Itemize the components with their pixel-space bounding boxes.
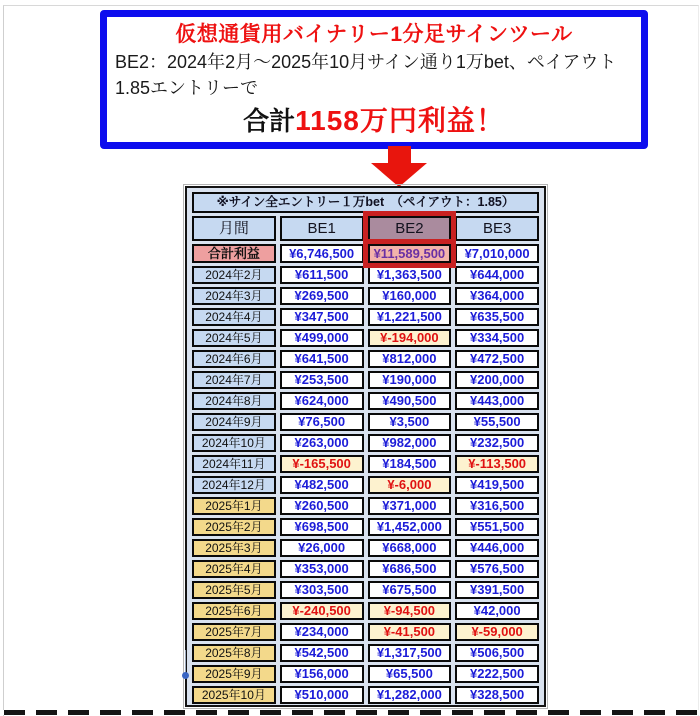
total-be1: ¥6,746,500 bbox=[280, 244, 364, 263]
value-cell-be3: ¥551,500 bbox=[455, 518, 539, 536]
value-cell-be1: ¥260,500 bbox=[280, 497, 364, 515]
month-row bbox=[192, 686, 539, 704]
value-cell-be2: ¥160,000 bbox=[368, 287, 452, 305]
month-row bbox=[192, 476, 539, 494]
value-cell-be2: ¥1,221,500 bbox=[368, 308, 452, 326]
month-row bbox=[192, 434, 539, 452]
month-label: 2025年1月 bbox=[192, 497, 276, 515]
value-cell-be2: ¥-41,500 bbox=[368, 623, 452, 641]
value-cell-be3: ¥222,500 bbox=[455, 665, 539, 683]
selection-handle-dot bbox=[182, 672, 189, 679]
month-label: 2024年7月 bbox=[192, 371, 276, 389]
value-cell-be2: ¥982,000 bbox=[368, 434, 452, 452]
value-cell-be1: ¥624,000 bbox=[280, 392, 364, 410]
value-cell-be3: ¥472,500 bbox=[455, 350, 539, 368]
value-cell-be1: ¥542,500 bbox=[280, 644, 364, 662]
value-cell-be2: ¥-6,000 bbox=[368, 476, 452, 494]
value-cell-be1: ¥482,500 bbox=[280, 476, 364, 494]
promo-description: BE2：2024年2月～2025年10月サイン通り1万bet、ペイアウト1.85エントリーで bbox=[115, 52, 617, 98]
column-header-be1: BE1 bbox=[280, 216, 364, 241]
value-cell-be1: ¥698,500 bbox=[280, 518, 364, 536]
results-table bbox=[188, 189, 543, 707]
value-cell-be2: ¥1,363,500 bbox=[368, 266, 452, 284]
month-row bbox=[192, 560, 539, 578]
value-cell-be1: ¥-165,500 bbox=[280, 455, 364, 473]
value-cell-be1: ¥641,500 bbox=[280, 350, 364, 368]
value-cell-be1: ¥353,000 bbox=[280, 560, 364, 578]
value-cell-be2: ¥371,000 bbox=[368, 497, 452, 515]
value-cell-be3: ¥200,000 bbox=[455, 371, 539, 389]
value-cell-be3: ¥443,000 bbox=[455, 392, 539, 410]
value-cell-be3: ¥328,500 bbox=[455, 686, 539, 704]
value-cell-be1: ¥26,000 bbox=[280, 539, 364, 557]
month-row bbox=[192, 518, 539, 536]
value-cell-be3: ¥419,500 bbox=[455, 476, 539, 494]
month-label: 2024年12月 bbox=[192, 476, 276, 494]
value-cell-be3: ¥635,500 bbox=[455, 308, 539, 326]
value-cell-be3: ¥-113,500 bbox=[455, 455, 539, 473]
value-cell-be1: ¥156,000 bbox=[280, 665, 364, 683]
month-row bbox=[192, 413, 539, 431]
value-cell-be2: ¥184,500 bbox=[368, 455, 452, 473]
month-row bbox=[192, 644, 539, 662]
value-cell-be1: ¥269,500 bbox=[280, 287, 364, 305]
month-label: 2025年6月 bbox=[192, 602, 276, 620]
promo-callout-box bbox=[100, 10, 648, 149]
total-be3: ¥7,010,000 bbox=[455, 244, 539, 263]
value-cell-be1: ¥76,500 bbox=[280, 413, 364, 431]
value-cell-be3: ¥316,500 bbox=[455, 497, 539, 515]
value-cell-be3: ¥391,500 bbox=[455, 581, 539, 599]
cropped-next-table-edge bbox=[0, 710, 700, 715]
value-cell-be1: ¥510,000 bbox=[280, 686, 364, 704]
value-cell-be3: ¥364,000 bbox=[455, 287, 539, 305]
month-row bbox=[192, 455, 539, 473]
value-cell-be2: ¥65,500 bbox=[368, 665, 452, 683]
promo-title: 仮想通貨用バイナリー1分足サインツール bbox=[175, 23, 573, 46]
value-cell-be1: ¥253,500 bbox=[280, 371, 364, 389]
total-row-label: 合計利益 bbox=[192, 244, 276, 263]
month-row bbox=[192, 623, 539, 641]
down-arrow-head-icon bbox=[371, 163, 427, 187]
value-cell-be3: ¥644,000 bbox=[455, 266, 539, 284]
caption-row bbox=[192, 192, 539, 213]
month-row bbox=[192, 497, 539, 515]
month-label: 2025年7月 bbox=[192, 623, 276, 641]
month-row bbox=[192, 602, 539, 620]
promo-summary-highlight: 1158万円利益！ bbox=[295, 105, 505, 136]
value-cell-be2: ¥812,000 bbox=[368, 350, 452, 368]
month-label: 2025年8月 bbox=[192, 644, 276, 662]
month-label: 2025年3月 bbox=[192, 539, 276, 557]
table-caption: ※サイン全エントリー１万bet （ペイアウト：1.85） bbox=[192, 192, 539, 213]
column-header-month: 月間 bbox=[192, 216, 276, 241]
value-cell-be3: ¥334,500 bbox=[455, 329, 539, 347]
value-cell-be2: ¥-94,500 bbox=[368, 602, 452, 620]
value-cell-be1: ¥347,500 bbox=[280, 308, 364, 326]
month-label: 2024年8月 bbox=[192, 392, 276, 410]
value-cell-be1: ¥234,000 bbox=[280, 623, 364, 641]
value-cell-be1: ¥611,500 bbox=[280, 266, 364, 284]
month-row bbox=[192, 392, 539, 410]
header-row bbox=[192, 216, 539, 241]
value-cell-be2: ¥490,500 bbox=[368, 392, 452, 410]
value-cell-be2: ¥190,000 bbox=[368, 371, 452, 389]
value-cell-be3: ¥-59,000 bbox=[455, 623, 539, 641]
month-label: 2024年10月 bbox=[192, 434, 276, 452]
month-row bbox=[192, 539, 539, 557]
month-label: 2025年10月 bbox=[192, 686, 276, 704]
month-label: 2024年4月 bbox=[192, 308, 276, 326]
value-cell-be3: ¥55,500 bbox=[455, 413, 539, 431]
value-cell-be2: ¥686,500 bbox=[368, 560, 452, 578]
value-cell-be1: ¥303,500 bbox=[280, 581, 364, 599]
month-row bbox=[192, 266, 539, 284]
month-row bbox=[192, 329, 539, 347]
value-cell-be2: ¥668,000 bbox=[368, 539, 452, 557]
month-row bbox=[192, 350, 539, 368]
value-cell-be3: ¥506,500 bbox=[455, 644, 539, 662]
column-header-be2-highlighted: BE2 bbox=[368, 216, 452, 241]
value-cell-be3: ¥42,000 bbox=[455, 602, 539, 620]
value-cell-be2: ¥675,500 bbox=[368, 581, 452, 599]
selection-line-artifact bbox=[185, 650, 186, 674]
value-cell-be2: ¥1,452,000 bbox=[368, 518, 452, 536]
total-row bbox=[192, 244, 539, 263]
value-cell-be2: ¥-194,000 bbox=[368, 329, 452, 347]
value-cell-be2: ¥1,282,000 bbox=[368, 686, 452, 704]
month-label: 2024年11月 bbox=[192, 455, 276, 473]
results-table-panel bbox=[185, 186, 546, 707]
promo-summary bbox=[115, 102, 633, 144]
promo-summary-prefix: 合計 bbox=[243, 106, 296, 136]
value-cell-be3: ¥232,500 bbox=[455, 434, 539, 452]
down-arrow-icon bbox=[388, 146, 411, 163]
value-cell-be3: ¥446,000 bbox=[455, 539, 539, 557]
month-label: 2024年9月 bbox=[192, 413, 276, 431]
value-cell-be1: ¥499,000 bbox=[280, 329, 364, 347]
month-label: 2024年6月 bbox=[192, 350, 276, 368]
value-cell-be2: ¥3,500 bbox=[368, 413, 452, 431]
month-label: 2024年3月 bbox=[192, 287, 276, 305]
month-label: 2025年9月 bbox=[192, 665, 276, 683]
month-row bbox=[192, 371, 539, 389]
column-header-be3: BE3 bbox=[455, 216, 539, 241]
month-row bbox=[192, 287, 539, 305]
value-cell-be1: ¥263,000 bbox=[280, 434, 364, 452]
value-cell-be3: ¥576,500 bbox=[455, 560, 539, 578]
month-label: 2025年2月 bbox=[192, 518, 276, 536]
total-be2-highlighted: ¥11,589,500 bbox=[368, 244, 452, 263]
month-label: 2025年5月 bbox=[192, 581, 276, 599]
month-label: 2025年4月 bbox=[192, 560, 276, 578]
value-cell-be1: ¥-240,500 bbox=[280, 602, 364, 620]
month-label: 2024年2月 bbox=[192, 266, 276, 284]
month-row bbox=[192, 581, 539, 599]
month-row bbox=[192, 308, 539, 326]
month-label: 2024年5月 bbox=[192, 329, 276, 347]
value-cell-be2: ¥1,317,500 bbox=[368, 644, 452, 662]
month-row bbox=[192, 665, 539, 683]
